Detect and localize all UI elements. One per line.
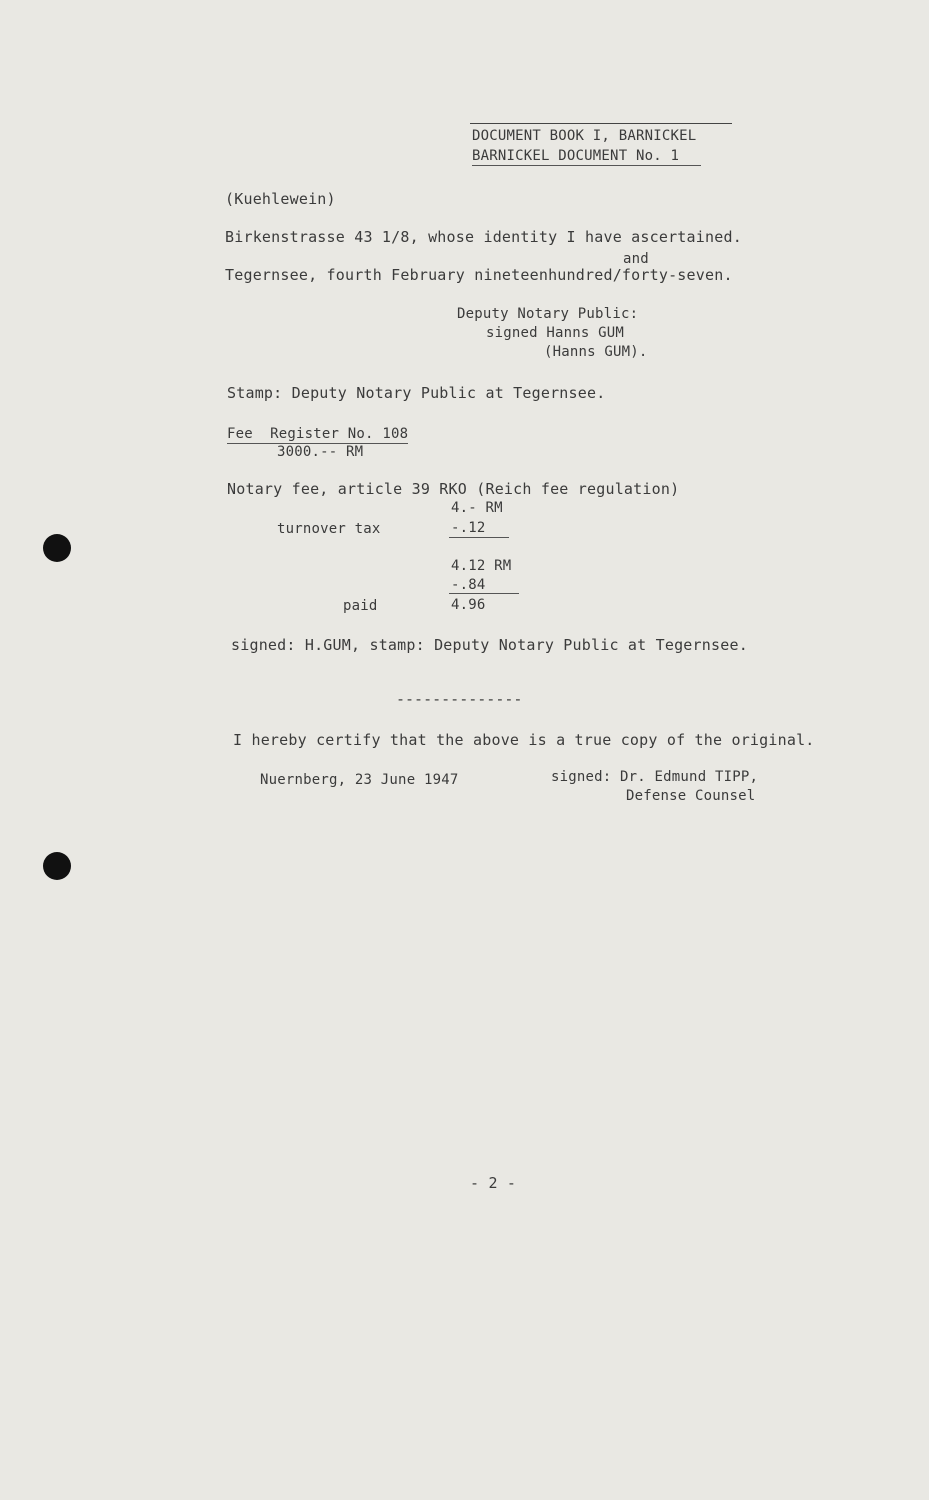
fee-register-amount: 3000.-- RM: [277, 444, 364, 460]
header-top-rule: [470, 123, 732, 124]
subtotal-amount: 4.12 RM: [451, 558, 512, 574]
document-book-heading: DOCUMENT BOOK I, BARNICKEL: [472, 128, 697, 144]
page-number: - 2 -: [470, 1174, 517, 1192]
defense-counsel: Defense Counsel: [626, 788, 756, 804]
paid-label: paid: [343, 598, 378, 614]
notary-fee-amount: 4.- RM: [451, 500, 503, 516]
notary-name: (Hanns GUM).: [544, 344, 648, 360]
document-number-heading: BARNICKEL DOCUMENT No. 1: [472, 147, 701, 166]
address-line: Birkenstrasse 43 1/8, whose identity I have ascertained.: [225, 228, 742, 246]
punch-hole-bottom: [43, 852, 71, 880]
separator-line: --------------: [396, 690, 523, 708]
signed-stamp-line: signed: H.GUM, stamp: Deputy Notary Public at Tegernsee.: [231, 636, 748, 654]
turnover-underline: [449, 537, 509, 538]
paid-amount: 4.96: [451, 597, 486, 613]
place-date: Nuernberg, 23 June 1947: [260, 772, 459, 788]
deduction-underline: [449, 593, 519, 594]
closing-signed: signed: Dr. Edmund TIPP,: [551, 769, 759, 785]
date-line: Tegernsee, fourth February nineteenhundred/forty-seven.: [225, 266, 733, 284]
deduction-amount: -.84: [451, 577, 486, 593]
notary-signed: signed Hanns GUM: [486, 325, 625, 341]
fee-register-label: Fee Register No. 108: [227, 426, 409, 442]
certification-line: I hereby certify that the above is a true copy of the original.: [233, 731, 815, 749]
name-line: (Kuehlewein): [225, 190, 336, 208]
and-insertion: and: [623, 251, 649, 267]
turnover-tax-amount: -.12: [451, 520, 486, 536]
notary-fee-line: Notary fee, article 39 RKO (Reich fee regulation): [227, 480, 680, 498]
notary-title: Deputy Notary Public:: [457, 306, 639, 322]
turnover-tax-label: turnover tax: [277, 521, 381, 537]
punch-hole-top: [43, 534, 71, 562]
stamp-line: Stamp: Deputy Notary Public at Tegernsee.: [227, 384, 606, 402]
